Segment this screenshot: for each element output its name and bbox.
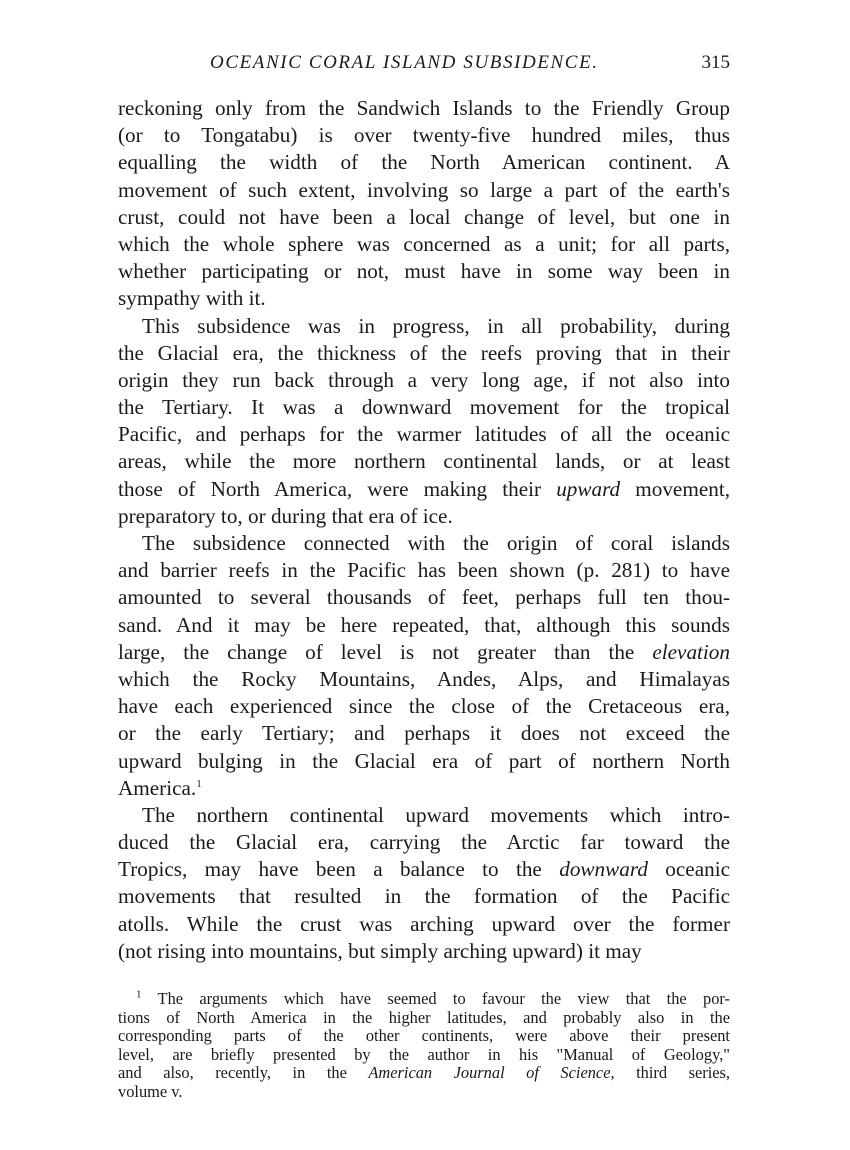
italic-text: upward: [556, 476, 621, 501]
text-line: the Glacial era, the thickness of the reefs proving that in their: [118, 340, 730, 365]
footnote-marker: 1: [196, 777, 202, 790]
text-line: sympathy with it.: [118, 286, 266, 311]
text-line: upward bulging in the Glacial era of part of northern North: [118, 748, 730, 773]
text-line: and barrier reefs in the Pacific has been shown (p. 281) to have: [118, 558, 730, 583]
text-line: have each experienced since the close of the Cretaceous era,: [118, 694, 730, 719]
text-line: movements that resulted in the formation of the Pacific: [118, 884, 730, 909]
text-line: America.$^1$: [118, 775, 202, 800]
footnote-line: corresponding parts of the other continents, were above their present: [118, 1026, 730, 1046]
italic-text: downward: [559, 857, 648, 882]
text-line: (or to Tongatabu) is over twenty-five hundred miles, thus: [118, 123, 730, 148]
text-line: reckoning only from the Sandwich Islands to the Friendly Group: [118, 96, 730, 120]
text-line: which the whole sphere was concerned as a unit; for all parts,: [118, 231, 730, 256]
text-line: sand. And it may be here repeated, that, although this sounds: [118, 612, 730, 637]
text-line: Tropics, may have been a balance to the downward oceanic: [118, 857, 730, 882]
text-line: the Tertiary. It was a downward movement for the tropical: [118, 395, 730, 420]
page-header: [118, 52, 730, 78]
paragraph: [118, 313, 730, 531]
running-head: OCEANIC CORAL ISLAND SUBSIDENCE.: [210, 52, 599, 73]
footnote-line: and also, recently, in the American Journal of Science, third series,: [118, 1063, 731, 1083]
page-number: 315: [701, 52, 730, 73]
footnote-line: $^1$ The arguments which have seemed to favour the view that the por-: [136, 988, 730, 1008]
italic-text: American Journal of Science: [368, 1063, 611, 1083]
text-line: This subsidence was in progress, in all probability, during: [142, 313, 730, 338]
footnote-line: level, are briefly presented by the author in his "Manual of Geology,": [118, 1044, 730, 1064]
text-line: crust, could not have been a local change of level, but one in: [118, 204, 730, 229]
text-line: The subsidence connected with the origin of coral islands: [142, 531, 730, 555]
paragraph: [118, 95, 730, 313]
text-line: equalling the width of the North American continent. A: [118, 150, 730, 175]
italic-text: elevation: [652, 639, 730, 664]
footnote-line: volume v.: [118, 1081, 183, 1101]
text-line: (not rising into mountains, but simply arching upward) it may: [118, 938, 642, 963]
footnote-marker: 1: [136, 988, 142, 1001]
text-line: Pacific, and perhaps for the warmer latitudes of all the oceanic: [118, 422, 730, 447]
text-line: large, the change of level is not greater than the elevation: [118, 639, 730, 664]
body-text: [118, 95, 730, 965]
text-line: The northern continental upward movements which intro-: [142, 802, 730, 827]
footnote: [118, 990, 730, 1102]
text-line: areas, while the more northern continental lands, or at least: [118, 449, 730, 474]
paragraph: [118, 530, 730, 802]
text-line: those of North America, were making their upward movement,: [118, 476, 730, 501]
text-line: which the Rocky Mountains, Andes, Alps, and Himalayas: [118, 666, 730, 691]
text-line: origin they run back through a very long age, if not also into: [118, 367, 730, 392]
text-line: duced the Glacial era, carrying the Arctic far toward the: [118, 830, 730, 855]
text-line: movement of such extent, involving so large a part of the earth's: [118, 177, 730, 202]
text-line: preparatory to, or during that era of ice.: [118, 503, 453, 528]
footnote-line: tions of North America in the higher latitudes, and probably also in the: [118, 1007, 730, 1027]
paragraph: [118, 802, 730, 965]
text-line: whether participating or not, must have in some way been in: [118, 259, 730, 284]
text-line: or the early Tertiary; and perhaps it does not exceed the: [118, 721, 730, 746]
text-line: amounted to several thousands of feet, perhaps full ten thou-: [118, 585, 730, 610]
text-line: atolls. While the crust was arching upward over the former: [118, 911, 730, 936]
